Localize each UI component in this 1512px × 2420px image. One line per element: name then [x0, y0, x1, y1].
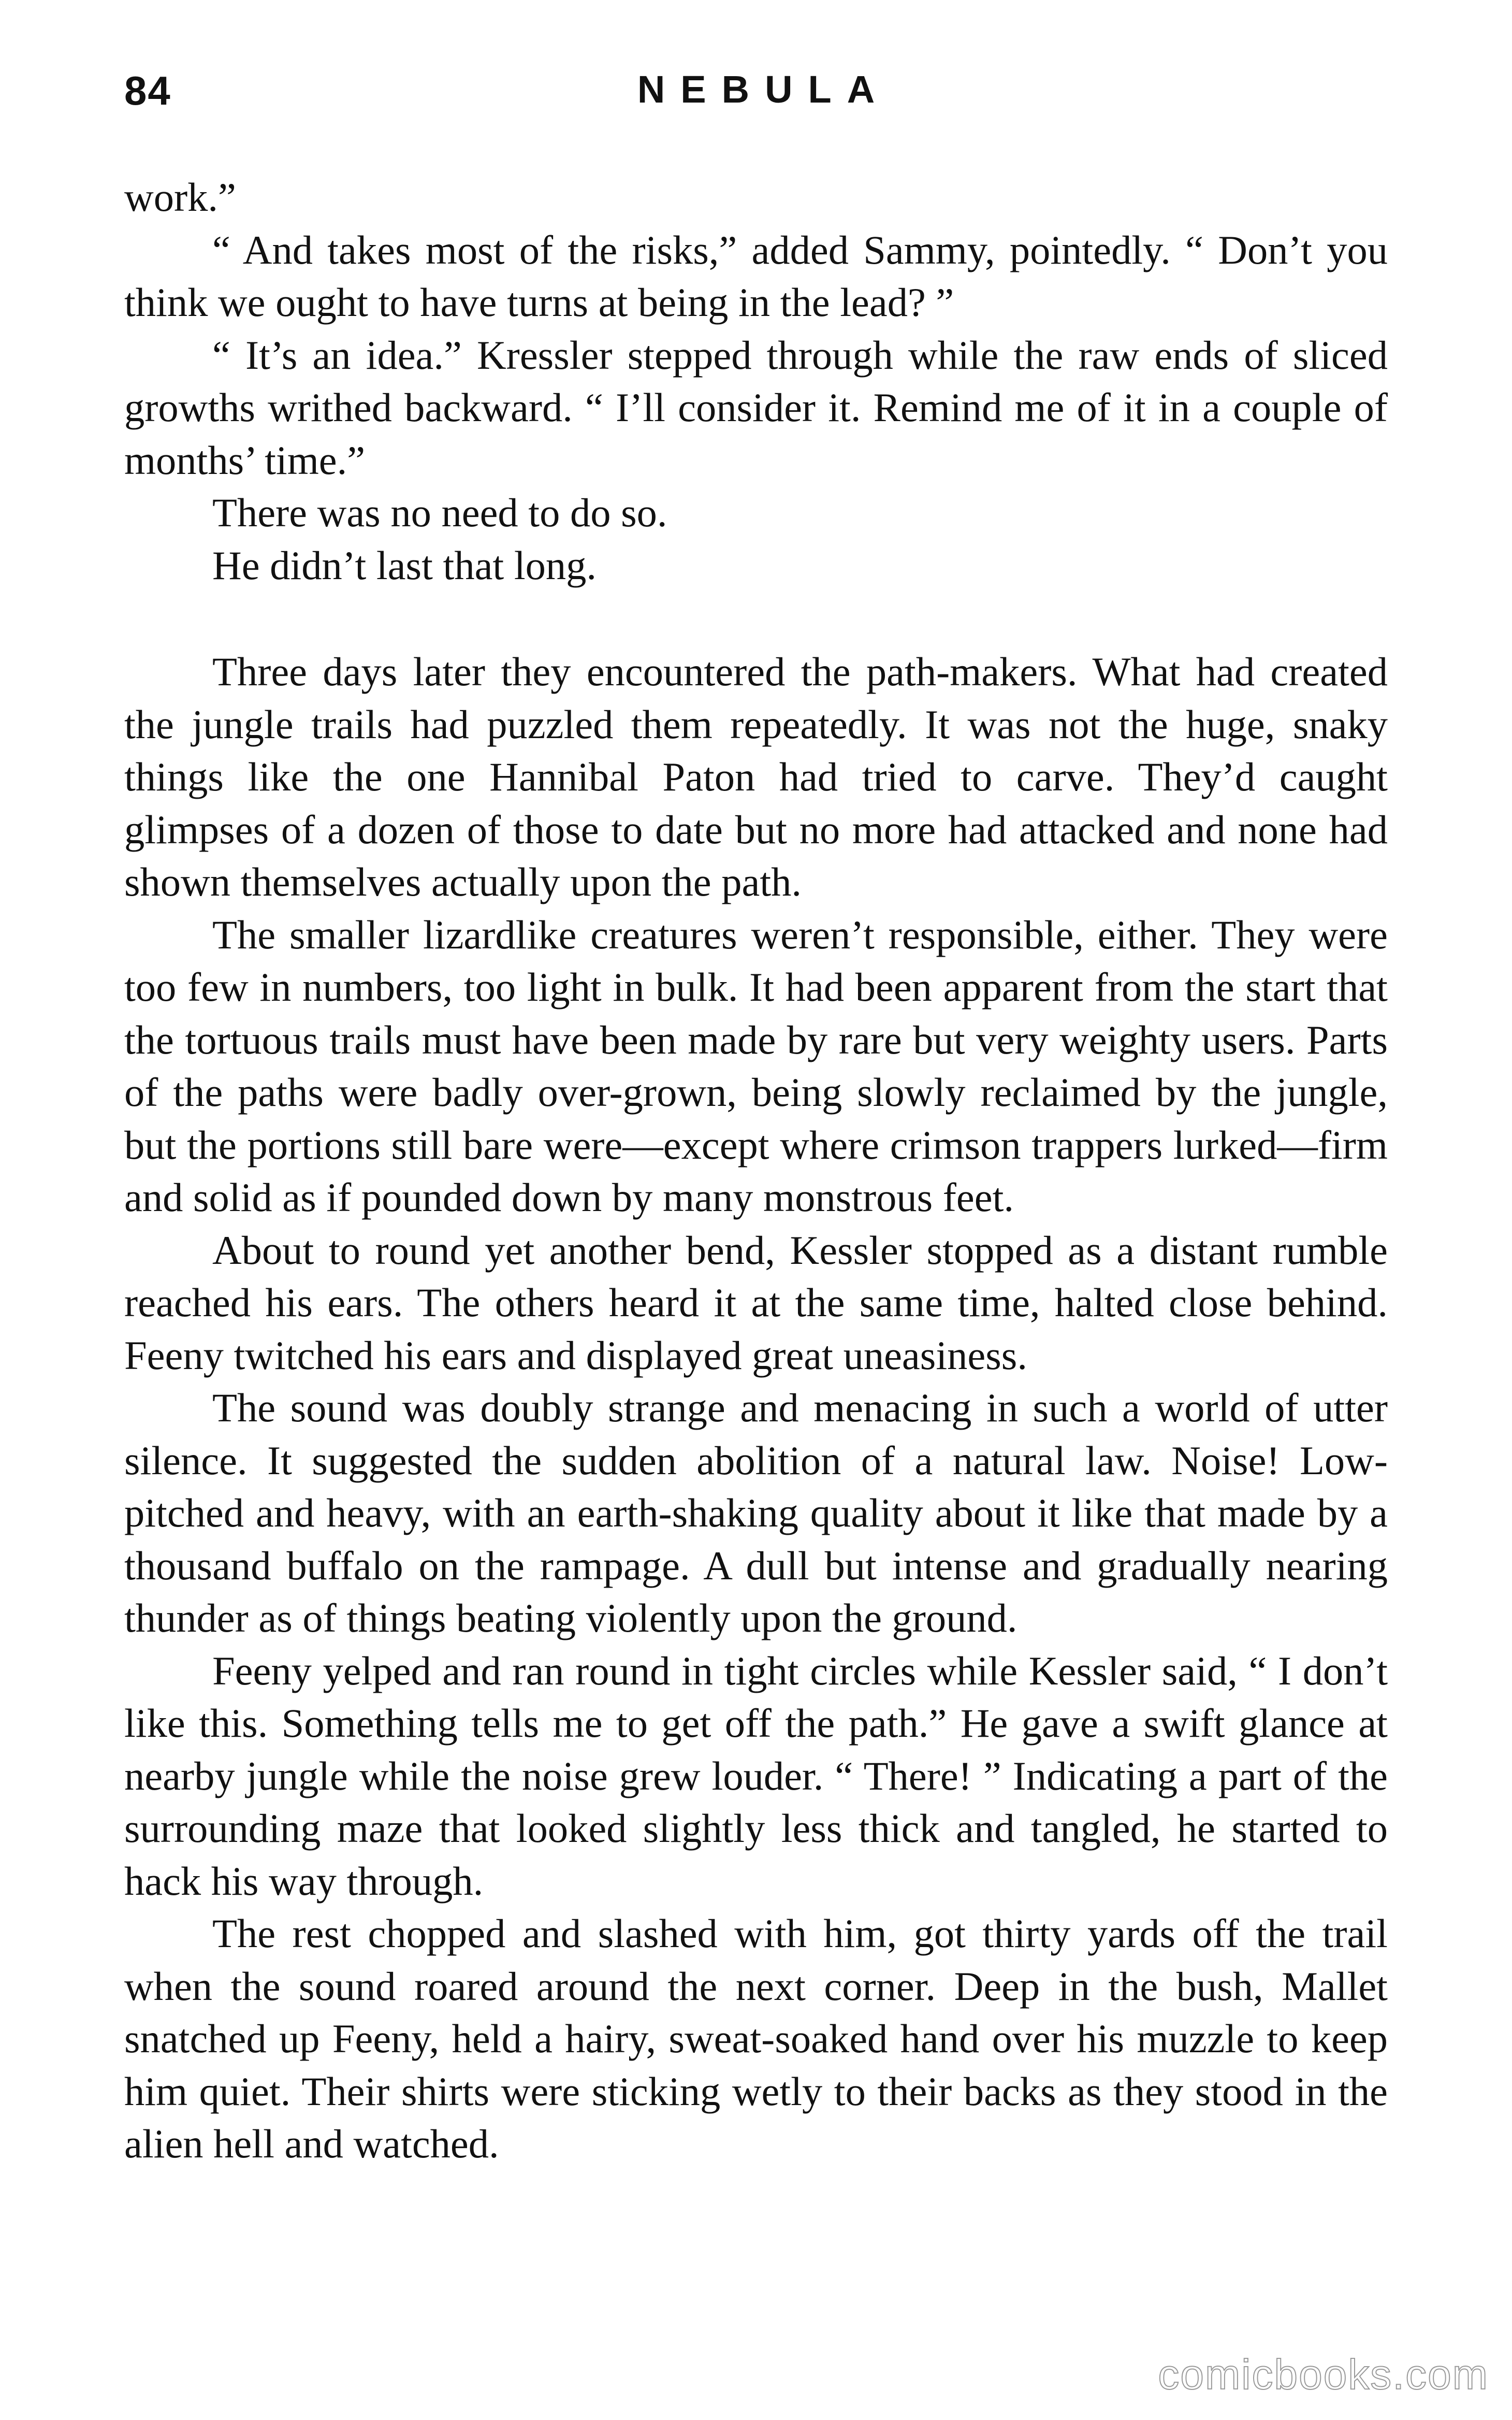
page-header: [124, 67, 1388, 124]
running-head: NEBULA: [637, 68, 891, 111]
body-text: [124, 171, 1388, 2170]
paragraph: “ It’s an idea.” Kressler stepped through while the raw ends of sliced growths writhed backward. “ I’ll consider it. Remind me of it in a couple of months’ time.”: [124, 332, 1388, 483]
paragraph: Three days later they encountered the path-makers. What had created the jungle trails had puzzled them repeatedly. It was not the huge, snaky things like the one Hannibal Paton had tried to carve. They’d caught glimpses of a dozen of those to date but no more had attacked and none had shown themselves actually upon the path.: [124, 649, 1388, 904]
paragraph: Feeny yelped and ran round in tight circles while Kessler said, “ I don’t like this. Something tells me to get off the path.” He gave a swift glance at nearby jungle while the noise grew louder. “ There! ” Indicating a part of the surrounding maze that looked slightly less thick and tangled, he started to hack his way through.: [124, 1648, 1388, 1904]
paragraph: “ And takes most of the risks,” added Sammy, pointedly. “ Don’t you think we ought to have turns at being in the lead? ”: [124, 227, 1388, 325]
paragraph: The sound was doubly strange and menacing in such a world of utter silence. It suggested the sudden abolition of a natural law. Noise! Low-pitched and heavy, with an earth-shaking quality about it like that made by a thousand buffalo on the rampage. A dull but intense and gradually nearing thunder as of things beating violently upon the ground.: [124, 1385, 1388, 1640]
paragraph: He didn’t last that long.: [212, 542, 597, 588]
paragraph: There was no need to do so.: [212, 490, 667, 535]
paragraph: work.”: [124, 175, 236, 220]
watermark: comicbooks.com: [1158, 2351, 1489, 2398]
page-number: 84: [124, 68, 171, 113]
paragraph: The rest chopped and slashed with him, got thirty yards off the trail when the sound roared around the next corner. Deep in the bush, Mallet snatched up Feeny, held a hairy, sweat-soaked hand over his muzzle to keep him quiet. Their shirts were sticking wetly to their backs as they stood in the alien hell and watched.: [124, 1911, 1388, 2166]
paragraph: About to round yet another bend, Kessler stopped as a distant rumble reached his ears. The others heard it at the same time, halted close behind. Feeny twitched his ears and displayed great uneasiness.: [124, 1227, 1388, 1378]
paragraph: The smaller lizardlike creatures weren’t responsible, either. They were too few in numbers, too light in bulk. It had been apparent from the start that the tortuous trails must have been made by rare but very weighty users. Parts of the paths were badly over-grown, being slowly reclaimed by the jungle, but the portions still bare were—except where crimson trappers lurked—firm and solid as if pounded down by many monstrous feet.: [124, 912, 1388, 1220]
